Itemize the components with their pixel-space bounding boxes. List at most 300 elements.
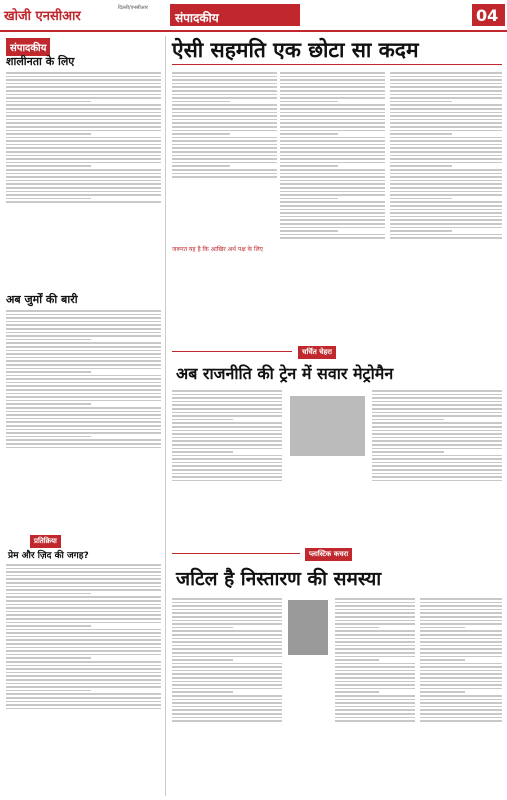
- text-line-placeholder: [390, 86, 502, 88]
- text-line-placeholder: [420, 616, 502, 618]
- text-line-placeholder: [6, 183, 161, 185]
- text-line-placeholder: [172, 623, 282, 625]
- text-line-placeholder: [6, 357, 161, 359]
- text-line-placeholder: [172, 90, 277, 92]
- text-line-placeholder: [280, 79, 385, 81]
- text-line-placeholder: [390, 176, 502, 178]
- text-line-placeholder: [6, 636, 161, 638]
- text-line-placeholder: [6, 382, 161, 384]
- text-line-placeholder: [6, 180, 161, 182]
- text-line-placeholder: [372, 401, 502, 403]
- text-line-placeholder: [6, 418, 161, 420]
- main-body-3: [390, 70, 502, 338]
- text-line-placeholder: [172, 616, 282, 618]
- editorial-headline-2: अब जुर्मों की बारी: [6, 293, 78, 306]
- text-line-placeholder: [172, 155, 277, 157]
- text-line-placeholder: [390, 209, 502, 211]
- feature-body-1a: [172, 388, 282, 538]
- text-line-placeholder: [335, 677, 415, 679]
- text-line-placeholder: [172, 119, 277, 121]
- text-line-placeholder: [372, 408, 502, 410]
- text-line-placeholder: [280, 101, 338, 103]
- pull-quote: जरूरत यह है कि आखिर अर्थ पक्ष के लिए: [172, 246, 263, 253]
- text-line-placeholder: [280, 169, 385, 171]
- text-line-placeholder: [6, 629, 161, 631]
- text-line-placeholder: [335, 717, 415, 719]
- text-line-placeholder: [280, 144, 385, 146]
- feature-body-1b: [372, 388, 502, 538]
- text-line-placeholder: [6, 564, 161, 566]
- text-line-placeholder: [335, 616, 415, 618]
- text-line-placeholder: [6, 439, 161, 441]
- text-line-placeholder: [6, 378, 161, 380]
- text-line-placeholder: [420, 641, 502, 643]
- box-headline: प्रेम और ज़िद की जगह?: [8, 551, 89, 561]
- text-line-placeholder: [390, 198, 452, 200]
- editorial-tag: संपादकीय: [6, 38, 50, 56]
- text-line-placeholder: [6, 155, 161, 157]
- text-line-placeholder: [280, 86, 385, 88]
- text-line-placeholder: [172, 681, 282, 683]
- text-line-placeholder: [390, 119, 502, 121]
- text-line-placeholder: [280, 147, 385, 149]
- text-line-placeholder: [6, 611, 161, 613]
- text-line-placeholder: [6, 643, 161, 645]
- text-line-placeholder: [280, 209, 385, 211]
- text-line-placeholder: [390, 187, 502, 189]
- text-line-placeholder: [390, 169, 502, 171]
- editorial-headline-1: शालीनता के लिए: [6, 55, 75, 68]
- text-line-placeholder: [6, 443, 161, 445]
- text-line-placeholder: [390, 76, 502, 78]
- band-rule-left-2: [172, 553, 300, 554]
- text-line-placeholder: [172, 83, 277, 85]
- text-line-placeholder: [172, 394, 282, 396]
- text-line-placeholder: [6, 589, 161, 591]
- text-line-placeholder: [172, 79, 277, 81]
- text-line-placeholder: [280, 201, 385, 203]
- text-line-placeholder: [6, 622, 161, 624]
- text-line-placeholder: [172, 415, 282, 417]
- text-line-placeholder: [6, 201, 161, 203]
- text-line-placeholder: [172, 130, 277, 132]
- text-line-placeholder: [335, 656, 415, 658]
- text-line-placeholder: [390, 126, 502, 128]
- text-line-placeholder: [372, 462, 502, 464]
- text-line-placeholder: [172, 663, 282, 665]
- text-line-placeholder: [6, 578, 161, 580]
- text-line-placeholder: [390, 183, 502, 185]
- text-line-placeholder: [335, 645, 415, 647]
- text-line-placeholder: [172, 677, 282, 679]
- text-line-placeholder: [372, 458, 502, 460]
- text-line-placeholder: [335, 620, 415, 622]
- text-line-placeholder: [390, 79, 502, 81]
- text-line-placeholder: [6, 675, 161, 677]
- text-line-placeholder: [390, 147, 502, 149]
- text-line-placeholder: [172, 691, 233, 693]
- text-line-placeholder: [390, 162, 502, 164]
- text-line-placeholder: [6, 396, 161, 398]
- text-line-placeholder: [420, 673, 502, 675]
- text-line-placeholder: [6, 693, 161, 695]
- text-line-placeholder: [372, 422, 502, 424]
- text-line-placeholder: [335, 720, 415, 722]
- text-line-placeholder: [6, 639, 161, 641]
- text-line-placeholder: [420, 612, 502, 614]
- text-line-placeholder: [280, 191, 385, 193]
- text-line-placeholder: [172, 709, 282, 711]
- text-line-placeholder: [280, 76, 385, 78]
- text-line-placeholder: [172, 426, 282, 428]
- text-line-placeholder: [172, 706, 282, 708]
- text-line-placeholder: [420, 620, 502, 622]
- text-line-placeholder: [335, 641, 415, 643]
- text-line-placeholder: [420, 656, 502, 658]
- text-line-placeholder: [420, 720, 502, 722]
- text-line-placeholder: [420, 688, 502, 690]
- text-line-placeholder: [280, 112, 385, 114]
- text-line-placeholder: [6, 665, 161, 667]
- text-line-placeholder: [6, 393, 161, 395]
- text-line-placeholder: [6, 704, 161, 706]
- text-line-placeholder: [6, 339, 91, 341]
- text-line-placeholder: [6, 191, 161, 193]
- text-line-placeholder: [172, 634, 282, 636]
- text-line-placeholder: [6, 586, 161, 588]
- text-line-placeholder: [172, 448, 282, 450]
- text-line-placeholder: [6, 575, 161, 577]
- text-line-placeholder: [6, 625, 91, 627]
- text-line-placeholder: [6, 79, 161, 81]
- text-line-placeholder: [280, 165, 338, 167]
- text-line-placeholder: [372, 465, 502, 467]
- text-line-placeholder: [280, 97, 385, 99]
- text-line-placeholder: [172, 684, 282, 686]
- text-line-placeholder: [6, 697, 161, 699]
- text-line-placeholder: [6, 604, 161, 606]
- text-line-placeholder: [172, 122, 277, 124]
- text-line-placeholder: [420, 659, 465, 661]
- text-line-placeholder: [172, 713, 282, 715]
- text-line-placeholder: [6, 436, 91, 438]
- text-line-placeholder: [6, 310, 161, 312]
- text-line-placeholder: [172, 695, 282, 697]
- text-line-placeholder: [335, 695, 415, 697]
- text-line-placeholder: [390, 191, 502, 193]
- text-line-placeholder: [372, 412, 502, 414]
- text-line-placeholder: [420, 666, 502, 668]
- text-line-placeholder: [280, 173, 385, 175]
- text-line-placeholder: [6, 654, 161, 656]
- text-line-placeholder: [420, 598, 502, 600]
- text-line-placeholder: [335, 713, 415, 715]
- text-line-placeholder: [420, 634, 502, 636]
- text-line-placeholder: [372, 390, 502, 392]
- text-line-placeholder: [335, 602, 415, 604]
- text-line-placeholder: [6, 661, 161, 663]
- text-line-placeholder: [172, 126, 277, 128]
- text-line-placeholder: [335, 681, 415, 683]
- text-line-placeholder: [390, 112, 502, 114]
- text-line-placeholder: [372, 419, 444, 421]
- text-line-placeholder: [420, 663, 502, 665]
- text-line-placeholder: [420, 677, 502, 679]
- headline-rule: [172, 64, 502, 65]
- text-line-placeholder: [6, 400, 161, 402]
- text-line-placeholder: [6, 657, 91, 659]
- text-line-placeholder: [6, 130, 161, 132]
- text-line-placeholder: [335, 684, 415, 686]
- text-line-placeholder: [280, 223, 385, 225]
- text-line-placeholder: [6, 187, 161, 189]
- text-line-placeholder: [172, 702, 282, 704]
- text-line-placeholder: [172, 162, 277, 164]
- text-line-placeholder: [6, 332, 161, 334]
- text-line-placeholder: [6, 690, 91, 692]
- text-line-placeholder: [390, 201, 502, 203]
- text-line-placeholder: [6, 403, 91, 405]
- text-line-placeholder: [6, 108, 161, 110]
- text-line-placeholder: [172, 641, 282, 643]
- text-line-placeholder: [420, 627, 465, 629]
- text-line-placeholder: [372, 437, 502, 439]
- text-line-placeholder: [172, 602, 282, 604]
- text-line-placeholder: [390, 108, 502, 110]
- text-line-placeholder: [420, 652, 502, 654]
- text-line-placeholder: [280, 90, 385, 92]
- text-line-placeholder: [6, 708, 161, 710]
- text-line-placeholder: [420, 630, 502, 632]
- text-line-placeholder: [172, 699, 282, 701]
- text-line-placeholder: [420, 648, 502, 650]
- section-title: संपादकीय: [175, 11, 219, 25]
- text-line-placeholder: [390, 83, 502, 85]
- text-line-placeholder: [335, 605, 415, 607]
- text-line-placeholder: [390, 205, 502, 207]
- text-line-placeholder: [372, 440, 502, 442]
- text-line-placeholder: [420, 684, 502, 686]
- text-line-placeholder: [6, 90, 161, 92]
- text-line-placeholder: [6, 97, 161, 99]
- text-line-placeholder: [6, 632, 161, 634]
- text-line-placeholder: [372, 476, 502, 478]
- text-line-placeholder: [6, 371, 91, 373]
- text-line-placeholder: [280, 133, 338, 135]
- text-line-placeholder: [6, 342, 161, 344]
- box-body: [6, 562, 161, 794]
- text-line-placeholder: [280, 155, 385, 157]
- text-line-placeholder: [335, 670, 415, 672]
- text-line-placeholder: [172, 609, 282, 611]
- text-line-placeholder: [335, 666, 415, 668]
- text-line-placeholder: [372, 426, 502, 428]
- text-line-placeholder: [6, 324, 161, 326]
- text-line-placeholder: [172, 473, 282, 475]
- text-line-placeholder: [172, 140, 277, 142]
- text-line-placeholder: [172, 137, 277, 139]
- text-line-placeholder: [6, 126, 161, 128]
- text-line-placeholder: [280, 194, 385, 196]
- text-line-placeholder: [420, 702, 502, 704]
- text-line-placeholder: [280, 137, 385, 139]
- text-line-placeholder: [280, 187, 385, 189]
- text-line-placeholder: [372, 473, 502, 475]
- text-line-placeholder: [172, 656, 282, 658]
- text-line-placeholder: [172, 480, 282, 482]
- text-line-placeholder: [6, 668, 161, 670]
- text-line-placeholder: [6, 162, 161, 164]
- text-line-placeholder: [172, 627, 233, 629]
- text-line-placeholder: [172, 422, 282, 424]
- text-line-placeholder: [6, 86, 161, 88]
- text-line-placeholder: [6, 321, 161, 323]
- text-line-placeholder: [420, 706, 502, 708]
- feature-body-2c: [420, 596, 502, 794]
- text-line-placeholder: [6, 158, 161, 160]
- text-line-placeholder: [6, 147, 161, 149]
- text-line-placeholder: [335, 709, 415, 711]
- feature-band-2: प्लास्टिक कचरा: [305, 548, 352, 561]
- text-line-placeholder: [6, 672, 161, 674]
- text-line-placeholder: [390, 72, 502, 74]
- feature-body-2b: [335, 596, 415, 794]
- text-line-placeholder: [6, 176, 161, 178]
- text-line-placeholder: [6, 350, 161, 352]
- text-line-placeholder: [280, 230, 338, 232]
- box-tag: प्रतिक्रिया: [30, 535, 61, 548]
- text-line-placeholder: [335, 638, 415, 640]
- text-line-placeholder: [172, 86, 277, 88]
- text-line-placeholder: [172, 173, 277, 175]
- text-line-placeholder: [6, 360, 161, 362]
- main-body-1: [172, 70, 277, 240]
- text-line-placeholder: [172, 76, 277, 78]
- text-line-placeholder: [420, 695, 502, 697]
- text-line-placeholder: [280, 205, 385, 207]
- text-line-placeholder: [172, 451, 233, 453]
- text-line-placeholder: [372, 397, 502, 399]
- text-line-placeholder: [280, 104, 385, 106]
- text-line-placeholder: [172, 648, 282, 650]
- text-line-placeholder: [390, 219, 502, 221]
- text-line-placeholder: [172, 412, 282, 414]
- text-line-placeholder: [280, 212, 385, 214]
- text-line-placeholder: [280, 122, 385, 124]
- text-line-placeholder: [372, 404, 502, 406]
- text-line-placeholder: [280, 130, 385, 132]
- text-line-placeholder: [6, 198, 91, 200]
- text-line-placeholder: [6, 618, 161, 620]
- text-line-placeholder: [6, 173, 161, 175]
- text-line-placeholder: [6, 421, 161, 423]
- feature-band-1: चर्चित चेहरा: [298, 346, 336, 359]
- text-line-placeholder: [335, 634, 415, 636]
- text-line-placeholder: [6, 447, 161, 449]
- text-line-placeholder: [6, 72, 161, 74]
- text-line-placeholder: [6, 683, 161, 685]
- text-line-placeholder: [172, 108, 277, 110]
- text-line-placeholder: [390, 155, 502, 157]
- text-line-placeholder: [6, 101, 91, 103]
- feature-headline-1: अब राजनीति की ट्रेन में सवार मेट्रोमैन: [176, 364, 394, 383]
- text-line-placeholder: [335, 706, 415, 708]
- feature-headline-2: जटिल है निस्तारण की समस्या: [176, 568, 382, 590]
- text-line-placeholder: [172, 401, 282, 403]
- text-line-placeholder: [420, 670, 502, 672]
- text-line-placeholder: [6, 568, 161, 570]
- text-line-placeholder: [172, 397, 282, 399]
- text-line-placeholder: [390, 158, 502, 160]
- text-line-placeholder: [280, 108, 385, 110]
- text-line-placeholder: [6, 137, 161, 139]
- text-line-placeholder: [420, 699, 502, 701]
- text-line-placeholder: [6, 104, 161, 106]
- text-line-placeholder: [390, 97, 502, 99]
- text-line-placeholder: [172, 630, 282, 632]
- text-line-placeholder: [390, 173, 502, 175]
- text-line-placeholder: [390, 212, 502, 214]
- text-line-placeholder: [420, 623, 502, 625]
- text-line-placeholder: [6, 593, 91, 595]
- text-line-placeholder: [172, 169, 277, 171]
- band-rule-left: [172, 351, 292, 352]
- text-line-placeholder: [172, 645, 282, 647]
- text-line-placeholder: [390, 237, 502, 239]
- text-line-placeholder: [6, 144, 161, 146]
- text-line-placeholder: [280, 140, 385, 142]
- text-line-placeholder: [280, 72, 385, 74]
- text-line-placeholder: [172, 147, 277, 149]
- text-line-placeholder: [6, 115, 161, 117]
- text-line-placeholder: [172, 638, 282, 640]
- text-line-placeholder: [6, 407, 161, 409]
- page-number: 04: [476, 6, 499, 25]
- text-line-placeholder: [420, 709, 502, 711]
- feature-body-2a: [172, 596, 282, 794]
- text-line-placeholder: [6, 385, 161, 387]
- text-line-placeholder: [420, 645, 502, 647]
- text-line-placeholder: [280, 183, 385, 185]
- text-line-placeholder: [390, 140, 502, 142]
- text-line-placeholder: [280, 198, 338, 200]
- text-line-placeholder: [172, 666, 282, 668]
- text-line-placeholder: [6, 582, 161, 584]
- text-line-placeholder: [390, 101, 452, 103]
- text-line-placeholder: [172, 598, 282, 600]
- text-line-placeholder: [172, 476, 282, 478]
- text-line-placeholder: [6, 650, 161, 652]
- text-line-placeholder: [390, 94, 502, 96]
- text-line-placeholder: [6, 425, 161, 427]
- text-line-placeholder: [420, 713, 502, 715]
- text-line-placeholder: [6, 346, 161, 348]
- main-body-2: [280, 70, 385, 338]
- text-line-placeholder: [172, 433, 282, 435]
- text-line-placeholder: [390, 137, 502, 139]
- text-line-placeholder: [280, 162, 385, 164]
- text-line-placeholder: [172, 419, 233, 421]
- text-line-placeholder: [335, 673, 415, 675]
- text-line-placeholder: [172, 444, 282, 446]
- text-line-placeholder: [6, 165, 91, 167]
- text-line-placeholder: [420, 717, 502, 719]
- text-line-placeholder: [280, 94, 385, 96]
- text-line-placeholder: [172, 104, 277, 106]
- text-line-placeholder: [6, 133, 91, 135]
- text-line-placeholder: [280, 176, 385, 178]
- text-line-placeholder: [6, 368, 161, 370]
